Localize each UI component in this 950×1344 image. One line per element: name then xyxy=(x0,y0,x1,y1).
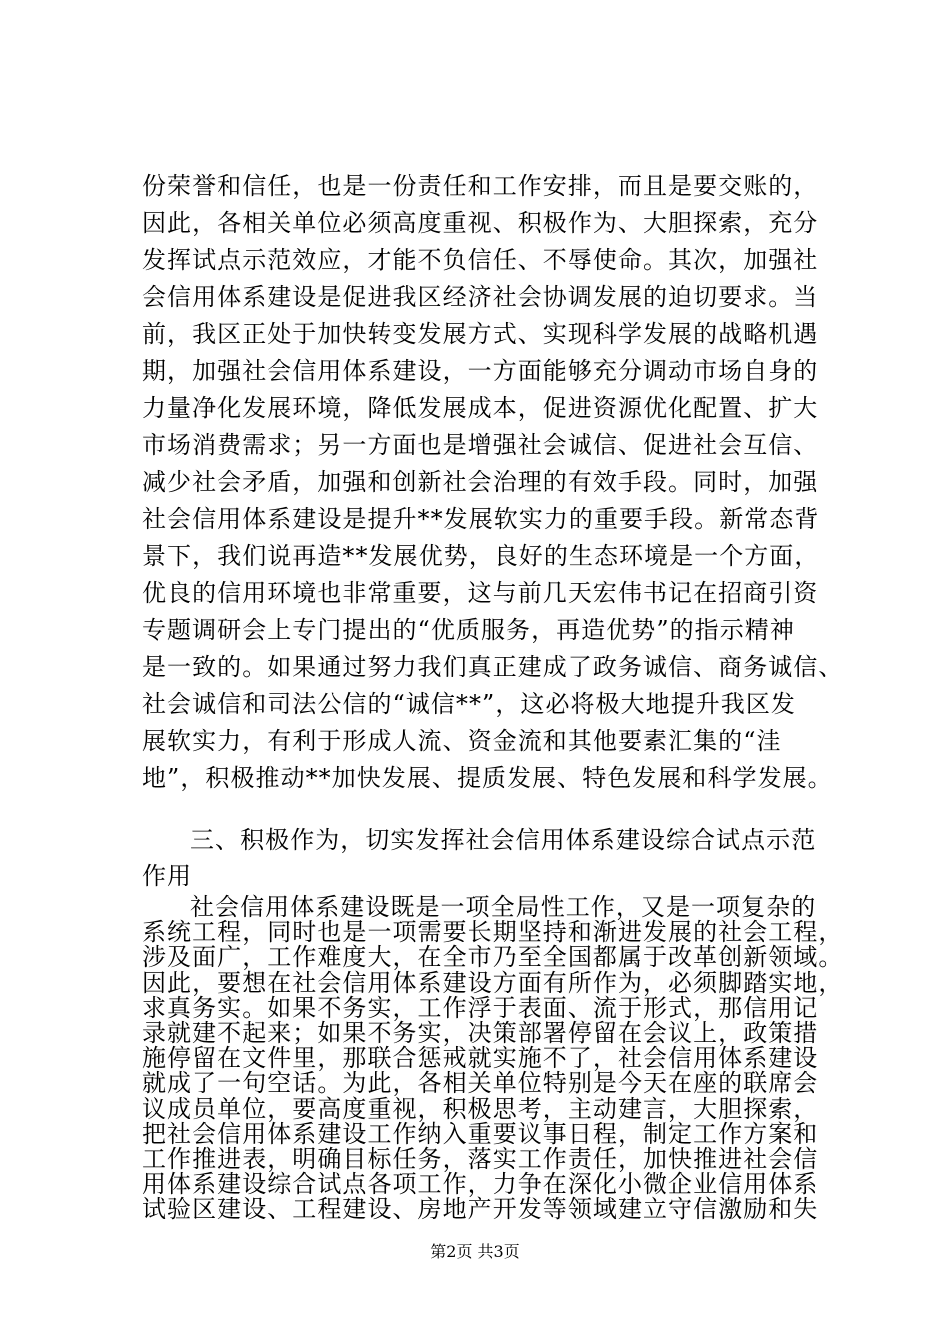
paragraph-1-line: 期，加强社会信用体系建设，一方面能够充分调动市场自身的 xyxy=(142,357,819,385)
paragraph-2-line: 试验区建设、工程建设、房地产开发等领域建立守信激励和失 xyxy=(142,1195,819,1224)
paragraph-1-line: 发挥试点示范效应，才能不负信任、不辱使命。其次，加强社 xyxy=(142,246,819,274)
section-heading-continuation: 作用 xyxy=(142,862,193,890)
paragraph-1-line: 优良的信用环境也非常重要，这与前几天宏伟书记在招商引资 xyxy=(142,579,819,607)
paragraph-1-line: 力量净化发展环境，降低发展成本，促进资源优化配置、扩大 xyxy=(142,394,819,422)
paragraph-2-line: 涉及面广，工作难度大，在全市乃至全国都属于改革创新领域。 xyxy=(142,943,844,972)
paragraph-2-line: 录就建不起来；如果不务实，决策部署停留在会议上，政策措 xyxy=(142,1019,819,1047)
paragraph-2-line: 工作推进表，明确目标任务，落实工作责任，加快推进社会信 xyxy=(142,1145,819,1173)
paragraph-1-line: 减少社会矛盾，加强和创新社会治理的有效手段。同时，加强 xyxy=(142,468,819,496)
paragraph-1-line: 专题调研会上专门提出的“优质服务，再造优势”的指示精神 xyxy=(142,616,795,644)
paragraph-1-line: 因此，各相关单位必须高度重视、积极作为、大胆探索，充分 xyxy=(142,209,819,237)
paragraph-2-line: 施停留在文件里，那联合惩戒就实施不了，社会信用体系建设 xyxy=(142,1044,819,1073)
paragraph-2-line: 把社会信用体系建设工作纳入重要议事日程，制定工作方案和 xyxy=(142,1119,819,1148)
section-heading: 三、积极作为，切实发挥社会信用体系建设综合试点示范 xyxy=(190,826,817,854)
paragraph-1-line: 景下，我们说再造**发展优势，良好的生态环境是一个方面， xyxy=(142,542,820,570)
paragraph-2-line: 就成了一句空话。为此，各相关单位特别是今天在座的联席会 xyxy=(142,1069,819,1098)
paragraph-2-line: 议成员单位，要高度重视，积极思考，主动建言，大胆探索， xyxy=(142,1094,819,1123)
paragraph-1-line: 地”，积极推动**加快发展、提质发展、特色发展和科学发展。 xyxy=(142,764,833,792)
paragraph-2-line: 因此，要想在社会信用体系建设方面有所作为，必须脚踏实地， xyxy=(142,968,844,997)
page-number-footer: 第2页 共3页 xyxy=(430,1242,520,1261)
paragraph-1-line: 份荣誉和信任，也是一份责任和工作安排，而且是要交账的， xyxy=(142,172,819,200)
paragraph-2-line: 求真务实。如果不务实，工作浮于表面、流于形式，那信用记 xyxy=(142,993,819,1022)
paragraph-1-line: 展软实力，有利于形成人流、资金流和其他要素汇集的“洼 xyxy=(142,727,782,755)
paragraph-1-line: 市场消费需求；另一方面也是增强社会诚信、促进社会互信、 xyxy=(142,431,819,459)
paragraph-1-line: 社会诚信和司法公信的“诚信**”，这必将极大地提升我区发 xyxy=(142,690,796,718)
paragraph-1-line: 会信用体系建设是促进我区经济社会协调发展的迫切要求。当 xyxy=(142,283,819,311)
paragraph-2-line: 社会信用体系建设既是一项全局性工作，又是一项复杂的 xyxy=(190,893,817,921)
paragraph-1-line: 前，我区正处于加快转变发展方式、实现科学发展的战略机遇 xyxy=(142,320,819,348)
paragraph-2-line: 系统工程，同时也是一项需要长期坚持和渐进发展的社会工程， xyxy=(142,918,844,947)
paragraph-1-line: 是一致的。如果通过努力我们真正建成了政务诚信、商务诚信、 xyxy=(142,653,844,681)
paragraph-2-line: 用体系建设综合试点各项工作，力争在深化小微企业信用体系 xyxy=(142,1170,819,1199)
paragraph-1-line: 社会信用体系建设是提升**发展软实力的重要手段。新常态背 xyxy=(142,505,820,533)
